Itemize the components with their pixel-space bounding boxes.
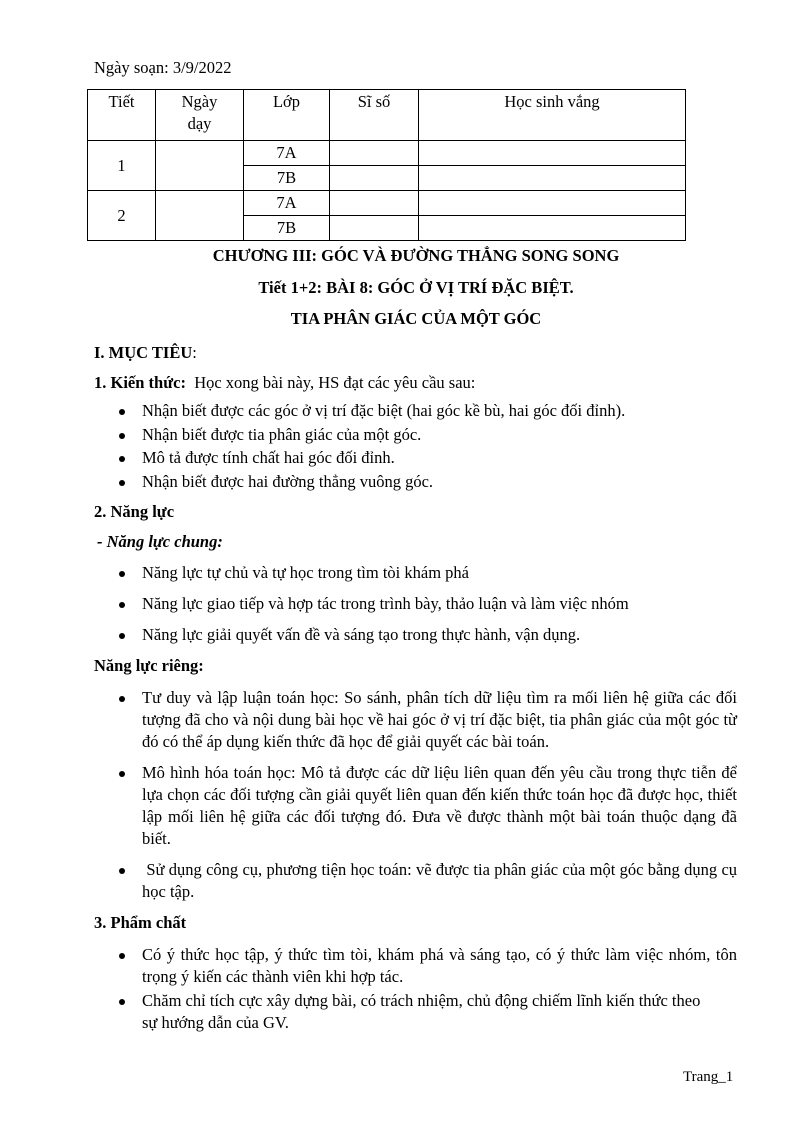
bullet-icon [119, 999, 125, 1005]
list-item: Năng lực giải quyết vấn đề và sáng tạo trong thực hành, vận dụng. [94, 624, 737, 646]
header-absent-students: Học sinh vắng [419, 90, 686, 141]
bullet-icon [119, 633, 125, 639]
list-item: Nhận biết được các góc ở vị trí đặc biệt (hai góc kề bù, hai góc đối đỉnh). [94, 400, 737, 422]
bullet-icon [119, 953, 125, 959]
knowledge-label: 1. Kiến thức: [94, 373, 186, 392]
list-item: Năng lực tự chủ và tự học trong tìm tòi khám phá [94, 562, 737, 584]
table-row [88, 141, 686, 166]
lesson-headings [0, 245, 794, 340]
count-cell [330, 216, 419, 241]
list-item: Nhận biết được tia phân giác của một góc. [94, 424, 737, 446]
list-item: Năng lực giao tiếp và hợp tác trong trình bày, thảo luận và làm việc nhóm [94, 593, 737, 615]
bullet-icon [119, 696, 125, 702]
table-header-row [88, 90, 686, 141]
bullet-icon [119, 456, 125, 462]
bullet-icon [119, 433, 125, 439]
class-cell: 7B [244, 166, 330, 191]
table-row [88, 191, 686, 216]
list-item: Có ý thức học tập, ý thức tìm tòi, khám phá và sáng tạo, có ý thức làm việc nhóm, tôn trọng ý kiến các thành viên khi hợp tác. [94, 944, 737, 988]
header-period: Tiết [88, 90, 156, 141]
count-cell [330, 141, 419, 166]
knowledge-list [94, 400, 737, 493]
general-competence-list [94, 562, 737, 646]
class-cell: 7B [244, 216, 330, 241]
date-cell [156, 191, 244, 241]
objectives-heading: I. MỤC TIÊU: [94, 343, 197, 362]
schedule-table [87, 89, 686, 241]
absent-cell [419, 141, 686, 166]
date-cell [156, 141, 244, 191]
header-class: Lớp [244, 90, 330, 141]
header-student-count: Sĩ số [330, 90, 419, 141]
count-cell [330, 191, 419, 216]
class-cell: 7A [244, 191, 330, 216]
specific-competence-list [94, 687, 737, 903]
absent-cell [419, 166, 686, 191]
lesson-title: Tiết 1+2: BÀI 8: GÓC Ở VỊ TRÍ ĐẶC BIỆT. [258, 277, 574, 297]
list-item: Tư duy và lập luận toán học: So sánh, phân tích dữ liệu tìm ra mối liên hệ giữa các đối tượng đã cho và nội dung bài học về hai góc ở vị trí đặc biệt, tia phân giác của một góc từ đó có thể áp dụng kiến thức đã học để giải quyết các bài toán. [94, 687, 737, 753]
list-item: Sử dụng công cụ, phương tiện học toán: vẽ được tia phân giác của một góc bằng dụng cụ học tập. [94, 859, 737, 903]
bullet-icon [119, 771, 125, 777]
bullet-icon [119, 571, 125, 577]
general-competence-label: - Năng lực chung: [97, 531, 223, 551]
period-cell: 2 [88, 191, 156, 241]
absent-cell [419, 216, 686, 241]
count-cell [330, 166, 419, 191]
bullet-icon [119, 480, 125, 486]
lesson-subtitle: TIA PHÂN GIÁC CỦA MỘT GÓC [290, 309, 542, 328]
bullet-icon [119, 602, 125, 608]
qualities-heading: 3. Phẩm chất [94, 912, 187, 932]
knowledge-heading [94, 372, 737, 394]
list-item: Mô hình hóa toán học: Mô tả được các dữ liệu liên quan đến yêu cầu trong thực tiễn để lựa chọn các đối tượng cần giải quyết liên quan đến kiến thức toán học đã được học, thiết lập mối liên hệ giữa các đối tượng đó. Đưa về được thành một bài toán thuộc dạng đã biết. [94, 762, 737, 850]
absent-cell [419, 191, 686, 216]
period-cell: 1 [88, 141, 156, 191]
specific-competence-label: Năng lực riêng: [94, 655, 204, 675]
bullet-icon [119, 409, 125, 415]
competence-heading: 2. Năng lực [94, 501, 175, 521]
page-number: Trang_1 [683, 1069, 734, 1085]
knowledge-intro: Học xong bài này, HS đạt các yêu cầu sau: [194, 373, 476, 392]
chapter-title: CHƯƠNG III: GÓC VÀ ĐƯỜNG THẲNG SONG SONG [212, 246, 620, 265]
header-teaching-date: Ngày dạy [156, 90, 244, 141]
list-item: Chăm chỉ tích cực xây dựng bài, có trách nhiệm, chủ động chiếm lĩnh kiến thức theo sự hướng dẫn của GV. [94, 990, 737, 1034]
list-item: Nhận biết được hai đường thẳng vuông góc. [94, 471, 737, 493]
qualities-list [94, 944, 737, 1034]
bullet-icon [119, 868, 125, 874]
preparation-date: Ngày soạn: 3/9/2022 [94, 58, 232, 77]
lesson-content [94, 342, 737, 1035]
class-cell: 7A [244, 141, 330, 166]
list-item: Mô tả được tính chất hai góc đối đỉnh. [94, 447, 737, 469]
